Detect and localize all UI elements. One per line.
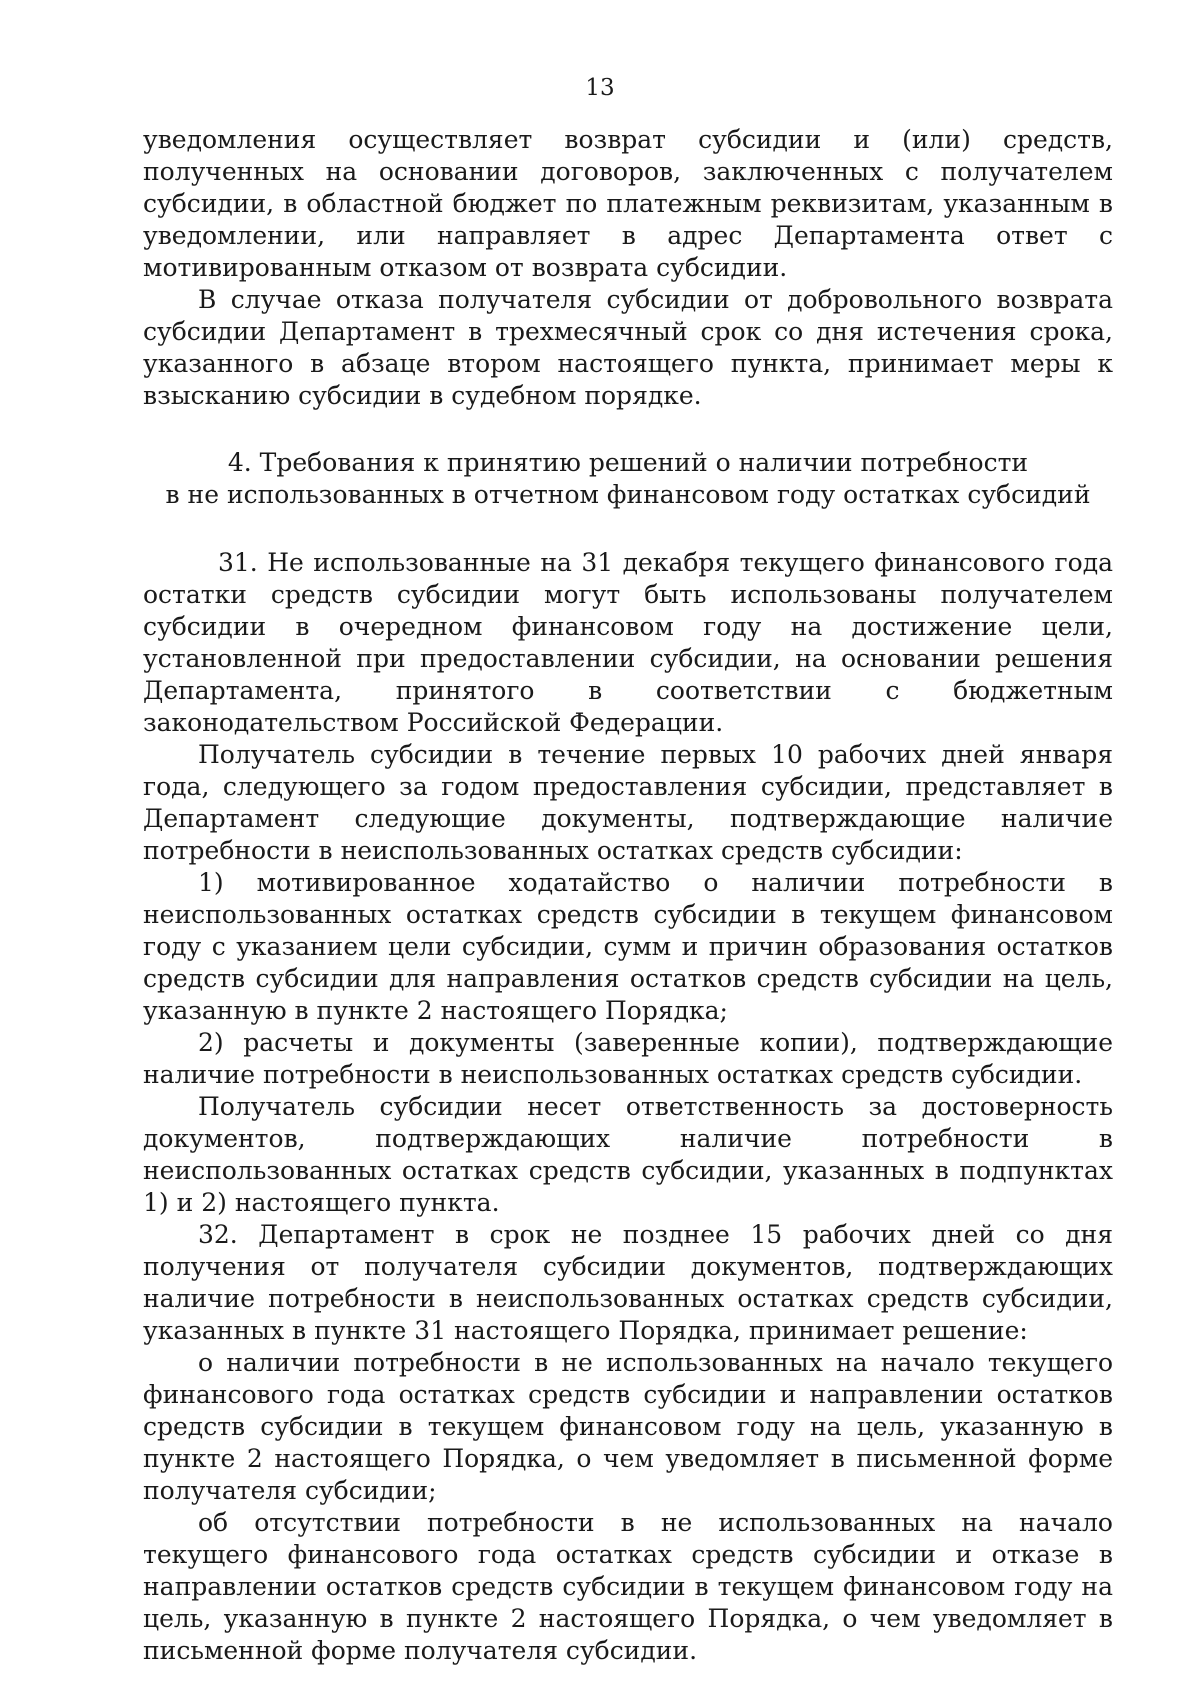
paragraph-return-notification: уведомления осуществляет возврат субсидии и (или) средств, полученных на основании договоров, заключенных с получателем субсидии, в областной бюджет по платежным реквизитам, указанным в уведомлении, или направляет в адрес Департамента ответ с мотивированным отказом от возврата субсидии. (143, 125, 1113, 282)
page-number: 13 (585, 75, 615, 101)
section-heading (143, 447, 1113, 511)
paragraph-decision-no-need: об отсутствии потребности в не использованных на начало текущего финансового года остатках средств субсидии и отказе в направлении остатков средств субсидии в текущем финансовом году на цель, указанную в пункте 2 настоящего Порядка, о чем уведомляет в письменной форме получателя субсидии. (143, 1508, 1113, 1665)
paragraph-recipient-responsibility: Получатель субсидии несет ответственность за достоверность документов, подтверждающих наличие потребности в неиспользованных остатках средств субсидии, указанных в подпунктах 1) и 2) настоящего пункта. (143, 1092, 1113, 1217)
paragraph-item-32: 32. Департамент в срок не позднее 15 рабочих дней со дня получения от получателя субсидии документов, подтверждающих наличие потребности в неиспользованных остатках средств субсидии, указанных в пункте 31 настоящего Порядка, принимает решение: (143, 1220, 1113, 1345)
list-item-2-calculations: 2) расчеты и документы (заверенные копии), подтверждающие наличие потребности в неиспользованных остатках средств субсидии. (143, 1028, 1113, 1089)
section-heading-line-1: 4. Требования к принятию решений о наличии потребности (227, 448, 1029, 477)
section-heading-line-2: в не использованных в отчетном финансовом году остатках субсидий (165, 480, 1091, 509)
document-body (143, 124, 1113, 1667)
paragraph-decision-need: о наличии потребности в не использованных на начало текущего финансового года остатках средств субсидии и направлении остатков средств субсидии в текущем финансовом году на цель, указанную в пункте 2 настоящего Порядка, о чем уведомляет в письменной форме получателя субсидии; (143, 1348, 1113, 1505)
paragraph-item-31: 31. Не использованные на 31 декабря текущего финансового года остатки средств субсидии могут быть использованы получателем субсидии в очередном финансовом году на достижение цели, установленной при предоставлении субсидии, на основании решения Департамента, принятого в соответствии с бюджетным законодательством Российской Федерации. (143, 548, 1113, 737)
paragraph-recipient-documents: Получатель субсидии в течение первых 10 рабочих дней января года, следующего за годом предоставления субсидии, представляет в Департамент следующие документы, подтверждающие наличие потребности в неиспользованных остатках средств субсидии: (143, 740, 1113, 865)
paragraph-refusal-recovery: В случае отказа получателя субсидии от добровольного возврата субсидии Департамент в трехмесячный срок со дня истечения срока, указанного в абзаце втором настоящего пункта, принимает меры к взысканию субсидии в судебном порядке. (143, 285, 1113, 410)
list-item-1-petition: 1) мотивированное ходатайство о наличии потребности в неиспользованных остатках средств субсидии в текущем финансовом году с указанием цели субсидии, сумм и причин образования остатков средств субсидии для направления остатков средств субсидии на цель, указанную в пункте 2 настоящего Порядка; (143, 868, 1113, 1025)
